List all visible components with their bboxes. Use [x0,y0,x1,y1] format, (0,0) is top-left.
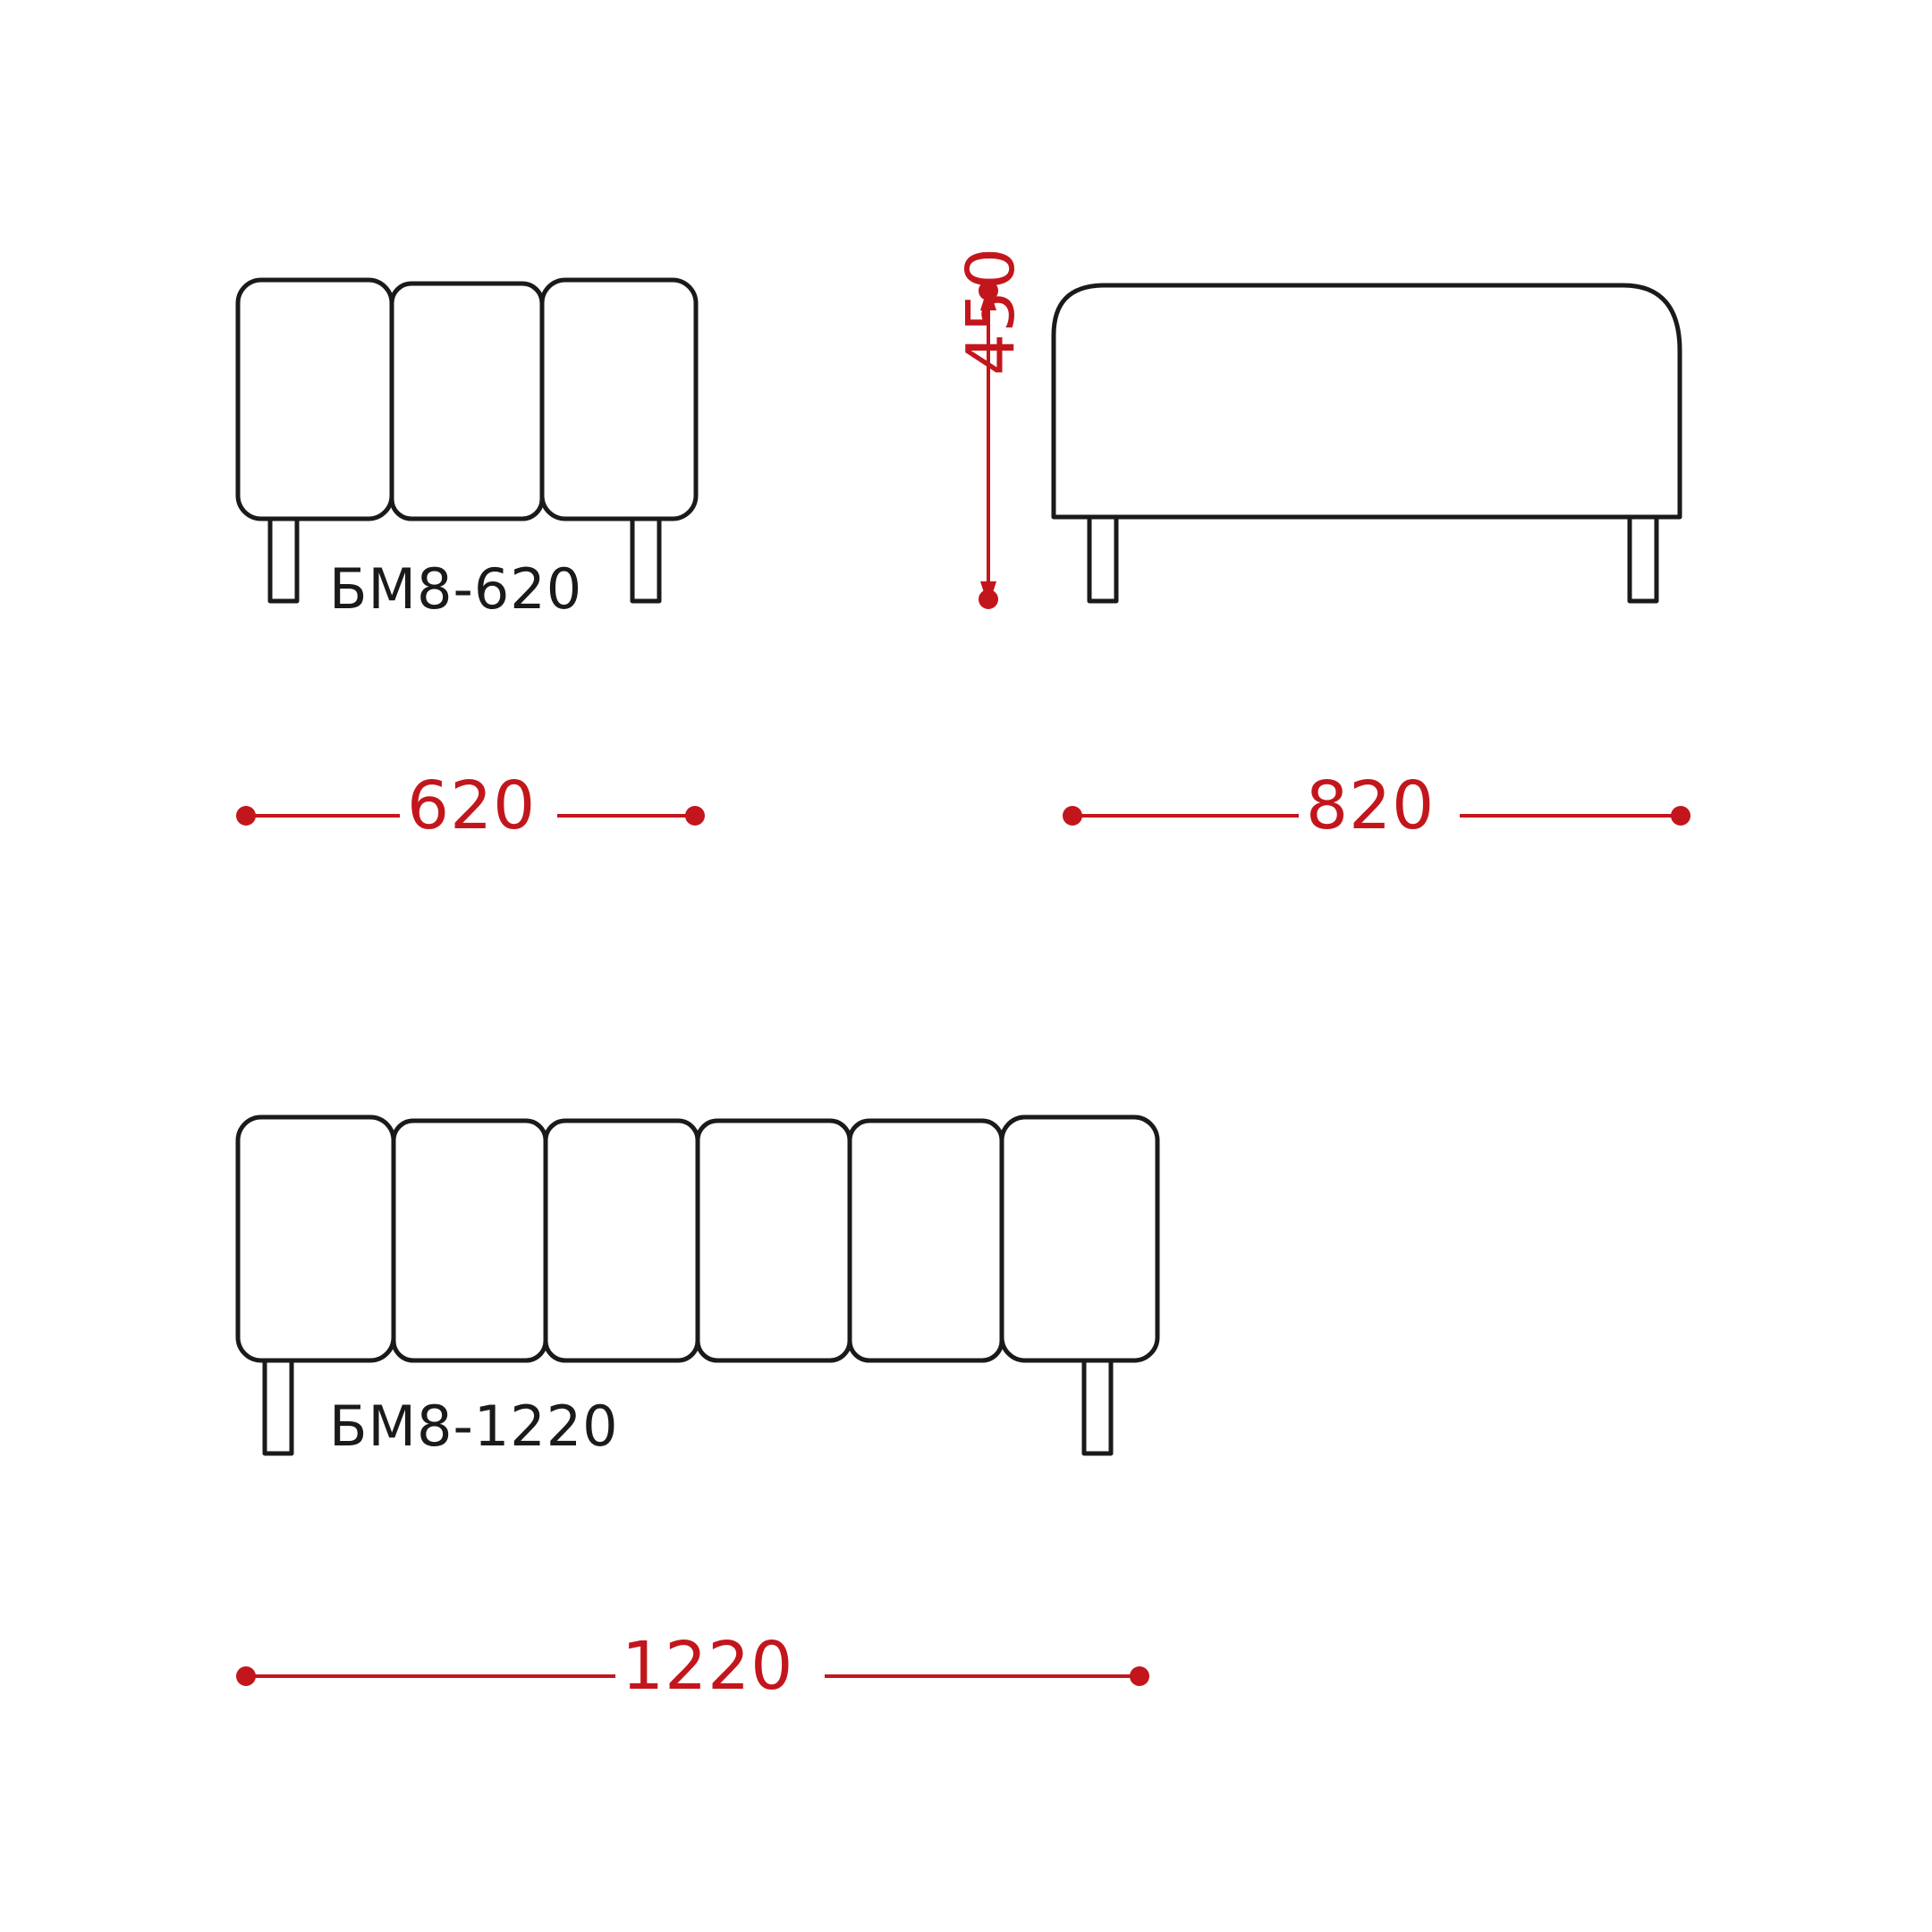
side-body-outline [1054,285,1680,517]
cushion-segment [394,1121,546,1360]
view-bm8-620-front [238,280,696,601]
cushion-segment [698,1121,850,1360]
legs-side [1089,510,1657,601]
view-bm8-side [1054,285,1680,601]
cushion-segment [238,1117,394,1360]
dimension-label-height-450: 450 [953,246,1030,376]
cushion-segment [542,280,696,519]
dimension-label-width-620: 620 [407,767,537,844]
dimension-label-depth-820: 820 [1306,767,1436,844]
part-label-bm8-620: БМ8-620 [329,556,583,622]
dimension-label-width-1220: 1220 [622,1628,794,1705]
cushion-segment [1002,1117,1157,1360]
cushion-segment [850,1121,1002,1360]
cushion-segment [392,284,542,519]
cushion-segment [238,280,392,519]
cushion-segment [546,1121,698,1360]
part-label-bm8-1220: БМ8-1220 [329,1394,619,1459]
